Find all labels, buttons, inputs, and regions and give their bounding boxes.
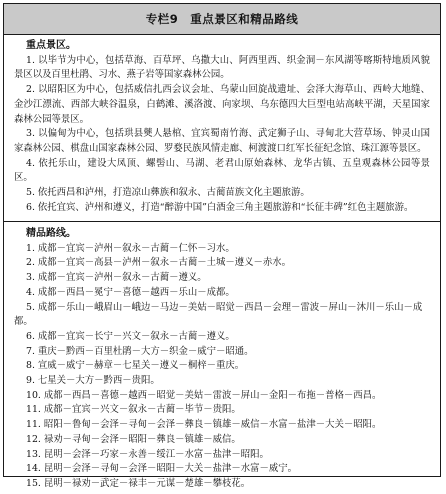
route-item: 8. 宣威－威宁－赫章－七星关－遵义－桐梓－重庆。 [26,360,245,372]
scenic-item: 5. 依托西昌和泸州，打造凉山彝族和叙永、古蔺苗族文化主题旅游。 [26,187,310,199]
route-item: 4. 成都－西昌－冕宁－喜德－越西－乐山－成都。 [26,286,235,298]
route-item: 15. 昆明－禄劝－武定－禄丰－元谋－楚雄－攀枝花。 [26,477,251,489]
route-item: 13. 昆明－会泽－巧家－永善－绥江－水富－盐津－昭阳。 [26,448,269,460]
route-item: 14. 昆明－会泽－寻甸－会泽－昭阳－大关－盐津－水富－威宁。 [26,463,298,475]
scenic-areas-section [4,35,440,222]
scenic-item: 6. 依托宜宾、泸州和遵义，打造“醉游中国”白酒金三角主题旅游和“长征丰碑”红色主题旅游。 [26,201,414,213]
route-item: 7. 重庆－黔西－百里杜鹃－大方－织金－威宁－昭通。 [26,345,254,357]
scenic-item: 4. 依托乐山，建设大凤顶、螺髻山、马湖、老君山原始森林、龙华古镇、五皇观森林公园等景区。 [14,157,430,184]
route-item: 3. 成都－宜宾－泸州－叙永－古蔺－遵义。 [26,272,207,284]
route-item: 11. 昭阳－鲁甸－会泽－寻甸－会泽－彝良－镇雄－威信－水富－盐津－大关－昭阳。 [26,419,382,431]
feature-box [3,3,441,489]
route-item: 9. 七星关－大方－黔西－贵阳。 [26,375,160,387]
routes-section [4,222,440,494]
route-item: 2. 成都－宜宾－高县－泸州－叙永－古蔺－土城－遵义－赤水。 [26,257,292,269]
route-item: 12. 禄劝－寻甸－会泽－昭阳－彝良－镇雄－威信。 [26,433,241,445]
scenic-item: 2. 以昭阳区为中心，包括威信扎西会议会址、乌蒙山回旋战遗址、会泽大海草山、西岭大地缝、金沙江漂流、西部大峡谷温泉，白鹤滩、溪洛渡、向家坝、乌东德四大巨型电站高峡平湖，天星国家森林公园等景区。 [14,84,430,125]
route-item: 1. 成都－宜宾－泸州－叙永－古蔺－仁怀－习水。 [26,242,235,254]
scenic-item: 1. 以毕节为中心，包括草海、百草坪、乌撒大山、阿西里西、织金洞－东风湖等喀斯特地质风貌景区以及百里杜鹃、习水、燕子岩等国家森林公园。 [14,54,430,81]
route-item: 10. 成都－西昌－喜德－越西－昭觉－美姑－雷波－屏山－金阳－布拖－普格－西昌。 [26,389,382,401]
scenic-item: 3. 以偏甸为中心，包括珙县僰人悬棺、宜宾蜀南竹海、武定狮子山、寻甸北大营草场、钟灵山国家森林公园、棋盘山国家森林公园、罗婺民族风情走廊、柯渡渡口红军长征纪念馆、珠江源等景区。 [14,128,430,154]
scenic-heading: 重点景区。 [26,40,76,51]
route-item: 11. 成都－宜宾－兴文－叙永－古蔺－毕节－贵阳。 [26,404,241,416]
route-item: 5. 成都－乐山－峨眉山－峨边－马边－美姑－昭觉－西昌－会理－雷波－屏山－沐川－乐山－成都。 [14,301,423,328]
route-item: 6. 成都－宜宾－长宁－兴文－叙永－古蔺－遵义。 [26,330,235,342]
routes-heading: 精品路线。 [26,228,76,239]
box-title: 专栏9 重点景区和精品路线 [4,4,440,35]
